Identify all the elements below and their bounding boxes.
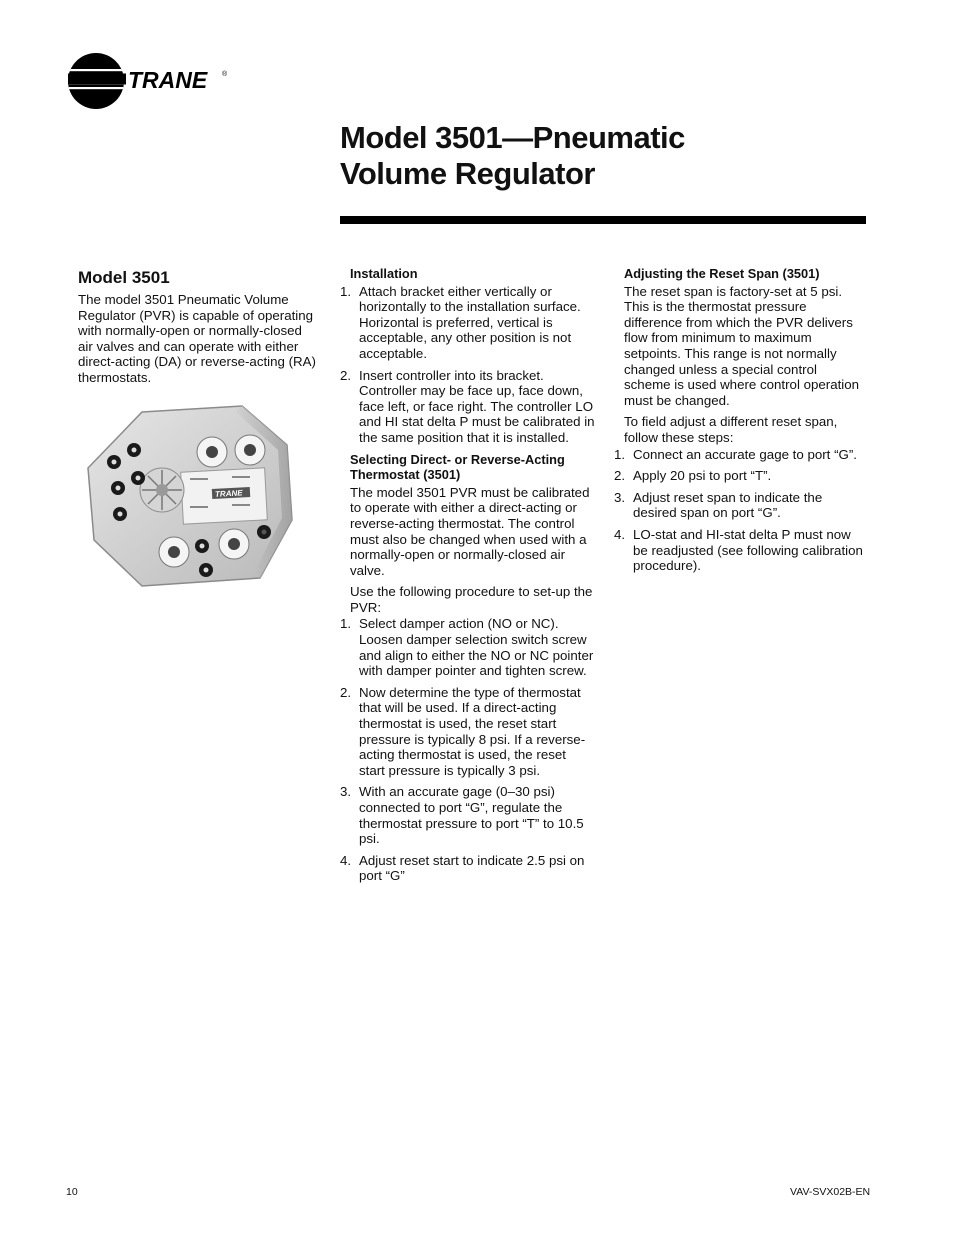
- list-item: 4. LO-stat and HI-stat delta P must now be readjusted (see following calibration procedure).: [614, 526, 863, 574]
- list-item: 1. Connect an accurate gage to port “G”.: [614, 446, 857, 462]
- left-column: [78, 266, 318, 392]
- document-code: VAV-SVX02B-EN: [790, 1186, 871, 1198]
- trane-logo: [66, 52, 246, 110]
- installation-steps: [340, 284, 595, 446]
- selecting-paragraph-2: Use the following procedure to set-up the PVR:: [350, 584, 593, 615]
- list-item: 2. Apply 20 psi to port “T”.: [614, 468, 772, 484]
- middle-column: [340, 266, 595, 890]
- page-number: 10: [66, 1186, 78, 1198]
- model-heading: Model 3501: [78, 268, 170, 287]
- list-item: 2. Now determine the type of thermostat that will be used. If a direct-acting thermostat is used, the reset start pressure is typically 8 psi. If a reverse-acting thermostat is used, the reset start pressure is typically 3 psi.: [340, 684, 586, 778]
- model-description: The model 3501 Pneumatic Volume Regulator (PVR) is capable of operating with normally-open or normally-closed air valves and can operate with either direct-acting (DA) or reverse-acting (RA) thermostats.: [78, 292, 316, 385]
- page-title: [340, 120, 685, 192]
- list-item: 1. Select damper action (NO or NC). Loosen damper selection switch screw and align to either the NO or NC pointer with damper pointer and tighten screw.: [340, 616, 594, 679]
- list-item: 2. Insert controller into its bracket. Controller may be face up, face down, face left, or face right. The controller LO and HI stat delta P must be calibrated in the same position that it is installed.: [340, 367, 595, 445]
- title-line-1: Model 3501—Pneumatic: [340, 120, 685, 155]
- right-column: [614, 266, 864, 580]
- brand-wordmark: TRANE: [128, 67, 208, 93]
- reset-span-heading: Adjusting the Reset Span (3501): [624, 266, 820, 281]
- device-photo: [82, 400, 302, 600]
- registered-mark: ®: [222, 71, 228, 78]
- list-item: 1. Attach bracket either vertically or horizontally to the installation surface. Horizontal is preferred, vertical is acceptable, any other position is not acceptable.: [340, 283, 581, 361]
- selecting-thermostat-heading: Selecting Direct- or Reverse-Acting Thermostat (3501): [350, 451, 565, 483]
- title-rule: [340, 216, 866, 224]
- reset-span-paragraph-1: The reset span is factory-set at 5 psi. This is the thermostat pressure difference from which the PVR delivers flow from minimum to maximum setpoints. This range is not normally changed unless a special control scheme is used where control operation must be changed.: [624, 283, 860, 408]
- selecting-paragraph-1: The model 3501 PVR must be calibrated to operate with either a direct-acting or reverse-acting thermostat. The control must also be changed when used with a normally-open or normally-closed air valve.: [350, 484, 590, 578]
- setup-steps: [340, 616, 595, 884]
- list-item: 3. Adjust reset span to indicate the desired span on port “G”.: [614, 489, 823, 521]
- list-item: 3. With an accurate gage (0–30 psi) connected to port “G”, regulate the thermostat pressure to port “T” to 10.5 psi.: [340, 784, 584, 847]
- list-item: 4. Adjust reset start to indicate 2.5 psi on port “G”: [340, 852, 585, 884]
- device-brand-label: TRANE: [214, 488, 243, 499]
- installation-heading: Installation: [350, 266, 418, 281]
- trane-logo-mark: [66, 52, 246, 110]
- title-line-2: Volume Regulator: [340, 156, 595, 191]
- reset-span-steps: [614, 447, 864, 574]
- reset-span-paragraph-2: To field adjust a different reset span, follow these steps:: [624, 414, 838, 445]
